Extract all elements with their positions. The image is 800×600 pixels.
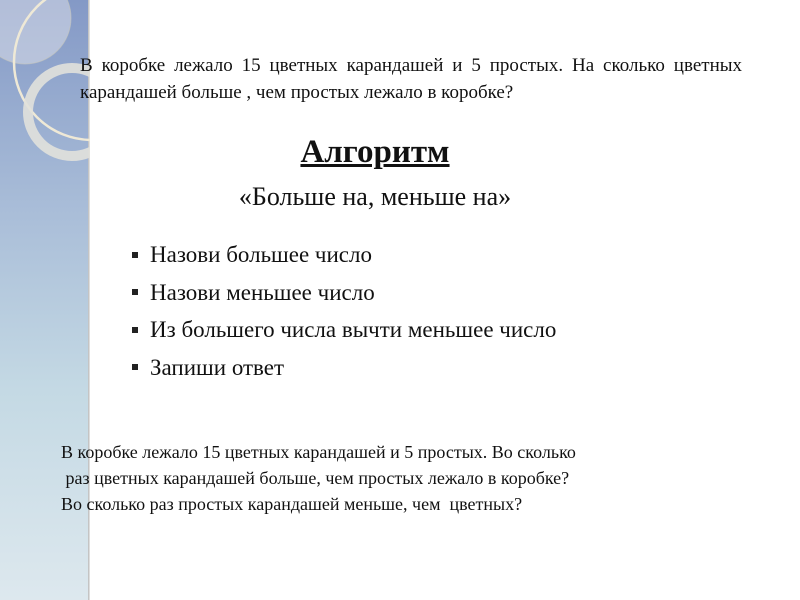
problem-line: В коробке лежало 15 цветных карандашей и 5 простых. Во сколько (61, 442, 576, 462)
problem-text-1: В коробке лежало 15 цветных карандашей и 5 простых. На сколько цветных карандашей больше , чем простых лежало в коробке? (80, 55, 742, 103)
list-item (132, 311, 556, 349)
square-bullet-icon (132, 364, 138, 370)
square-bullet-icon (132, 327, 138, 333)
problem-line: Во сколько раз простых карандашей меньше, чем цветных? (61, 494, 523, 514)
algorithm-title: Алгоритм (300, 134, 450, 170)
list-item (132, 349, 556, 387)
square-bullet-icon (132, 252, 138, 258)
step-text: Запиши ответ (150, 354, 285, 380)
problem-line: раз цветных карандашей больше, чем простых лежало в коробке? (61, 468, 570, 488)
square-bullet-icon (132, 289, 138, 295)
step-text: Назови большее число (150, 242, 372, 267)
step-text: Назови меньшее число (150, 279, 375, 305)
algorithm-subtitle: «Больше на, меньше на» (238, 182, 512, 211)
algorithm-steps (132, 236, 556, 386)
problem-text-2 (61, 439, 576, 517)
list-item (132, 274, 556, 312)
list-item (132, 236, 556, 274)
step-text: Из большего числа вычти меньшее число (150, 317, 557, 342)
